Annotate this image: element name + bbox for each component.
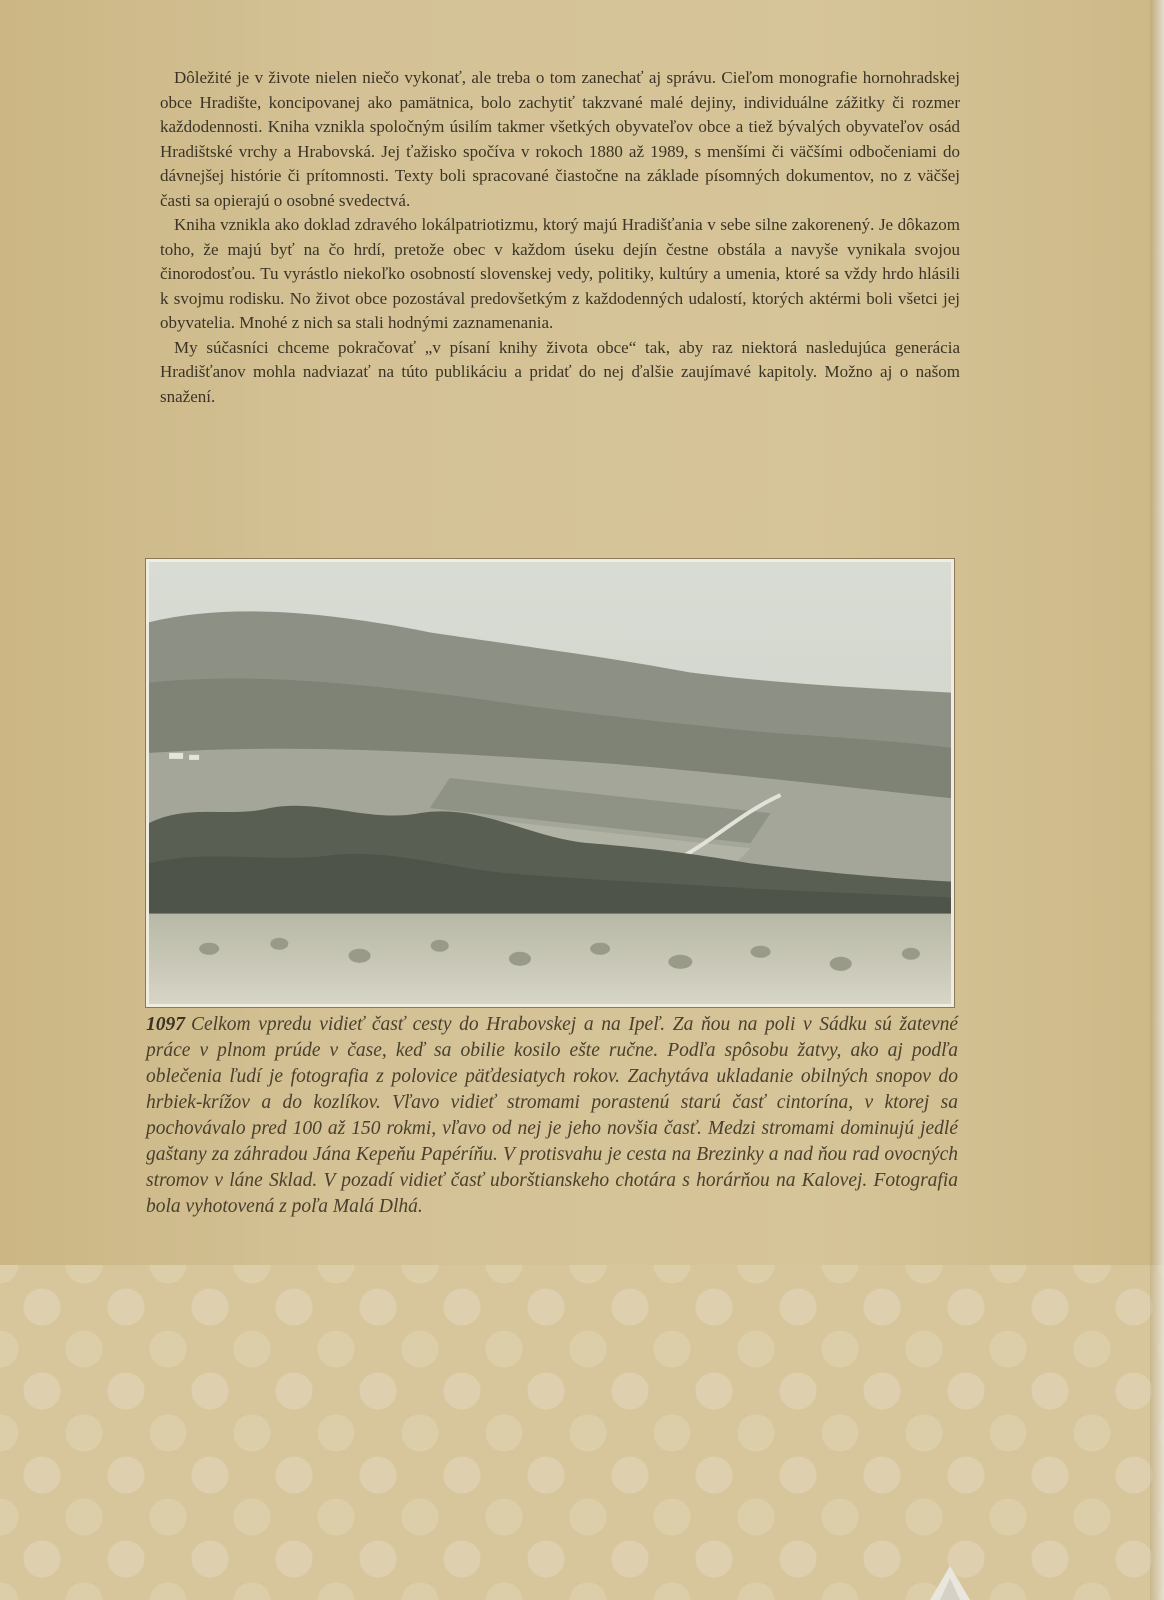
intro-text (160, 66, 960, 409)
landscape-photo (146, 559, 954, 1007)
decorative-pattern-band (0, 1265, 1164, 1600)
intro-paragraph-1: Dôležité je v živote nielen niečo vykonať, ale treba o tom zanechať aj správu. Cieľom monografie hornohradskej obce Hradište, koncipovanej ako pamätnica, bolo zachytiť takzvané malé dejiny, individuálne zážitky či rozmer každodennosti. Kniha vznikla spoločným úsilím takmer všetkých obyvateľov obce a tiež bývalých obyvateľov osád Hradištské vrchy a Hrabovská. Jej ťažisko spočíva v rokoch 1880 až 1989, s menšími či väčšími odbočeniami do dávnejšej histórie či prítomnosti. Texty boli spracované čiastočne na základe písomných dokumentov, no z väčšej časti sa opierajú o osobné svedectvá. (160, 68, 960, 210)
page-corner-tab (920, 1560, 980, 1600)
photo-caption (146, 1012, 958, 1220)
intro-paragraph-2: Kniha vznikla ako doklad zdravého lokálpatriotizmu, ktorý majú Hradišťania v sebe silne zakorenený. Je dôkazom toho, že majú byť na čo hrdí, pretože obec v každom úseku dejín čestne obstála a navyše vynikala svojou činorodosťou. Tu vyrástlo niekoľko osobností slovenskej vedy, politiky, kultúry a umenia, ktoré sa vždy hrdo hlásili k svojmu rodisku. No život obce pozostával predovšetkým z každodenných udalostí, ktorých aktérmi boli všetci jej obyvatelia. Mnohé z nich sa stali hodnými zaznamenania. (160, 215, 960, 332)
caption-number: 1097 (146, 1014, 185, 1035)
intro-paragraph-3: My súčasníci chceme pokračovať „v písaní knihy života obce“ tak, aby raz niektorá nasledujúca generácia Hradišťanov mohla nadviazať na túto publikáciu a pridať do nej ďalšie zaujímavé kapitoly. Možno aj o našom snažení. (160, 337, 960, 406)
caption-text: Celkom vpredu vidieť časť cesty do Hrabovskej a na Ipeľ. Za ňou na poli v Sádku sú žatevné práce v plnom prúde v čase, keď sa obilie kosilo ešte ručne. Podľa spôsobu žatvy, ako aj podľa oblečenia ľudí je fotografia z polovice päťdesiatych rokov. Zachytáva ukladanie obilných snopov do hrbiek-krížov a do kozlíkov. Vľavo vidieť stromami porastenú starú časť cintorína, v ktorej sa pochovávalo pred 100 až 150 rokmi, vľavo od nej je jeho novšia časť. Medzi stromami dominujú jedlé gaštany za záhradou Jána Kepeňu Papéríňu. V protisvahu je cesta na Brezinky a nad ňou rad ovocných stromov v láne Sklad. V pozadí vidieť časť uborštianskeho chotára s horárňou na Kalovej. Fotografia bola vyhotovená z poľa Malá Dlhá. (146, 1014, 958, 1217)
page-edge (1150, 0, 1164, 1600)
landscape-photo-image (149, 562, 951, 1004)
